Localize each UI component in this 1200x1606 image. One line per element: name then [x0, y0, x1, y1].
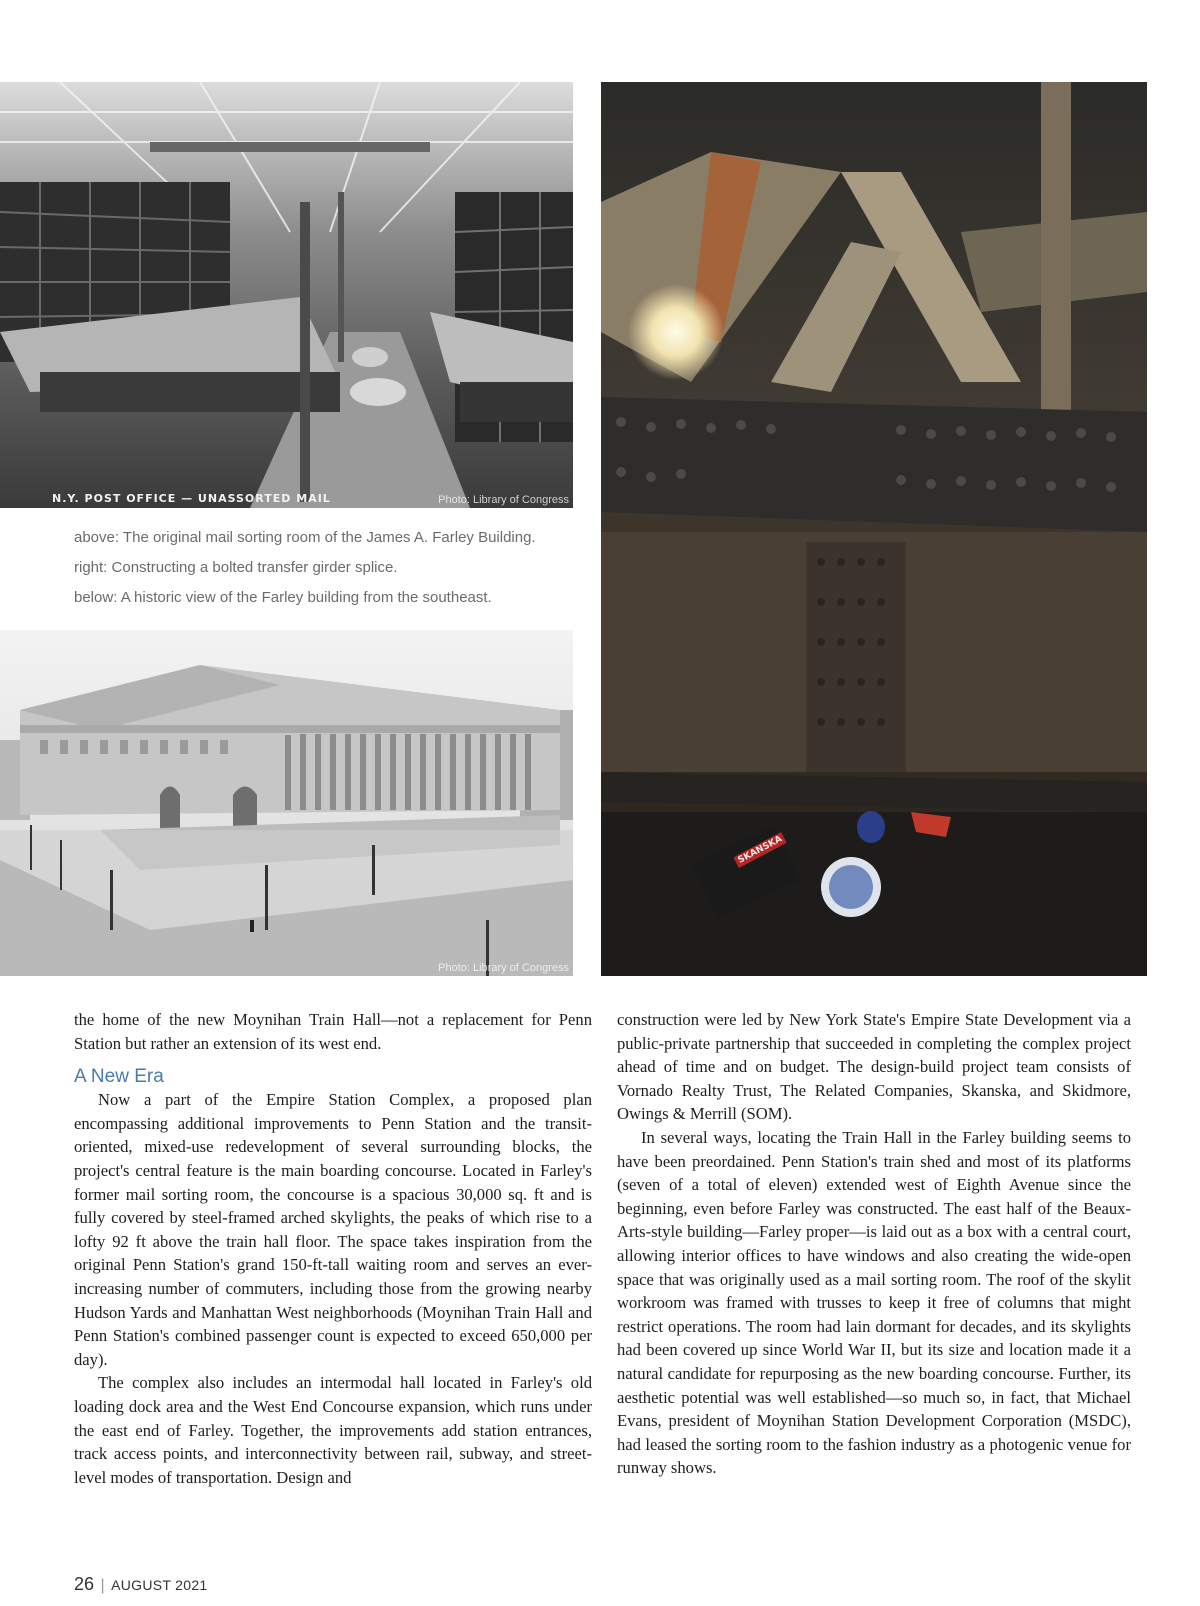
- section-heading: A New Era: [74, 1066, 164, 1088]
- page-number: 26: [74, 1574, 95, 1594]
- article-paragraph: Now a part of the Empire Station Complex, a proposed plan encompassing additional improvements to Penn Station and the transit-oriented, mixed-use redevelopment of several surrounding blocks, the project's central feature is the main boarding concourse. Located in Farley's former mail sorting room, the concourse is a spacious 30,000 sq. ft and is fully covered by steel-framed arched skylights, the peaks of which rise to a lofty 92 ft above the train hall floor. The space takes inspiration from the original Penn Station's grand 150-ft-tall waiting room and serves an ever-increasing number of commuters, including those from the growing nearby Hudson Yards and Manhattan West neighborhoods (Moynihan Train Hall and Penn Station's combined passenger count is expected to exceed 650,000 per day).: [74, 1090, 592, 1369]
- article-right-column: [617, 1008, 1131, 1480]
- mail-sorting-room-photo: [0, 82, 573, 508]
- article-lead-paragraph: the home of the new Moynihan Train Hall—not a replacement for Penn Station but rather an extension of its west end.: [74, 1010, 592, 1053]
- welder-box-label: SKANSKA: [733, 832, 787, 868]
- article-left-column: [74, 1008, 592, 1489]
- page-folio: [74, 1574, 208, 1595]
- issue-date: AUGUST 2021: [111, 1577, 208, 1593]
- farley-building-photo: [0, 630, 573, 976]
- photo-credit: Photo: Library of Congress: [438, 494, 569, 506]
- folio-separator: |: [100, 1577, 105, 1594]
- girder-splice-photo: [601, 82, 1147, 976]
- article-paragraph: construction were led by New York State's Empire State Development via a public-private partnership that succeeded in completing the complex project ahead of time and on budget. The design-build project team consists of Vornado Realty Trust, The Related Companies, Skanska, and Skidmore, Owings & Merrill (SOM).: [617, 1010, 1131, 1124]
- caption-below: below: A historic view of the Farley building from the southeast.: [74, 589, 492, 606]
- article-paragraph: The complex also includes an intermodal hall located in Farley's old loading dock area and the West End Concourse expansion, which runs under the east end of Farley. Together, the improvements add station entrances, track access points, and interconnectivity between rail, subway, and street-level modes of transportation. Design and: [74, 1373, 592, 1487]
- caption-above: above: The original mail sorting room of the James A. Farley Building.: [74, 529, 536, 546]
- article-paragraph: In several ways, locating the Train Hall in the Farley building seems to have been preordained. Penn Station's train shed and most of its platforms (seven of a total of eleven) extended west of Eighth Avenue since the beginning, even before Farley was constructed. The east half of the Beaux-Arts-style building—Farley proper—is laid out as a box with a central court, allowing interior offices to have windows and also creating the wide-open space that was originally used as a mail sorting room. The roof of the skylit workroom was framed with trusses to keep it free of columns that might restrict operations. The room had lain dormant for decades, and its skylights had been covered up since World War II, but its size and location made it a natural candidate for repurposing as the new boarding concourse. Further, its aesthetic potential was well established—so much so, in fact, that Michael Evans, president of Moynihan Station Development Corporation (MSDC), had leased the sorting room to the fashion industry as a photogenic venue for runway shows.: [617, 1127, 1131, 1478]
- photo-handwritten-inscription: N.Y. POST OFFICE — UNASSORTED MAIL: [52, 492, 331, 505]
- caption-right: right: Constructing a bolted transfer girder splice.: [74, 559, 398, 576]
- photo-credit: Photo: Library of Congress: [438, 962, 569, 974]
